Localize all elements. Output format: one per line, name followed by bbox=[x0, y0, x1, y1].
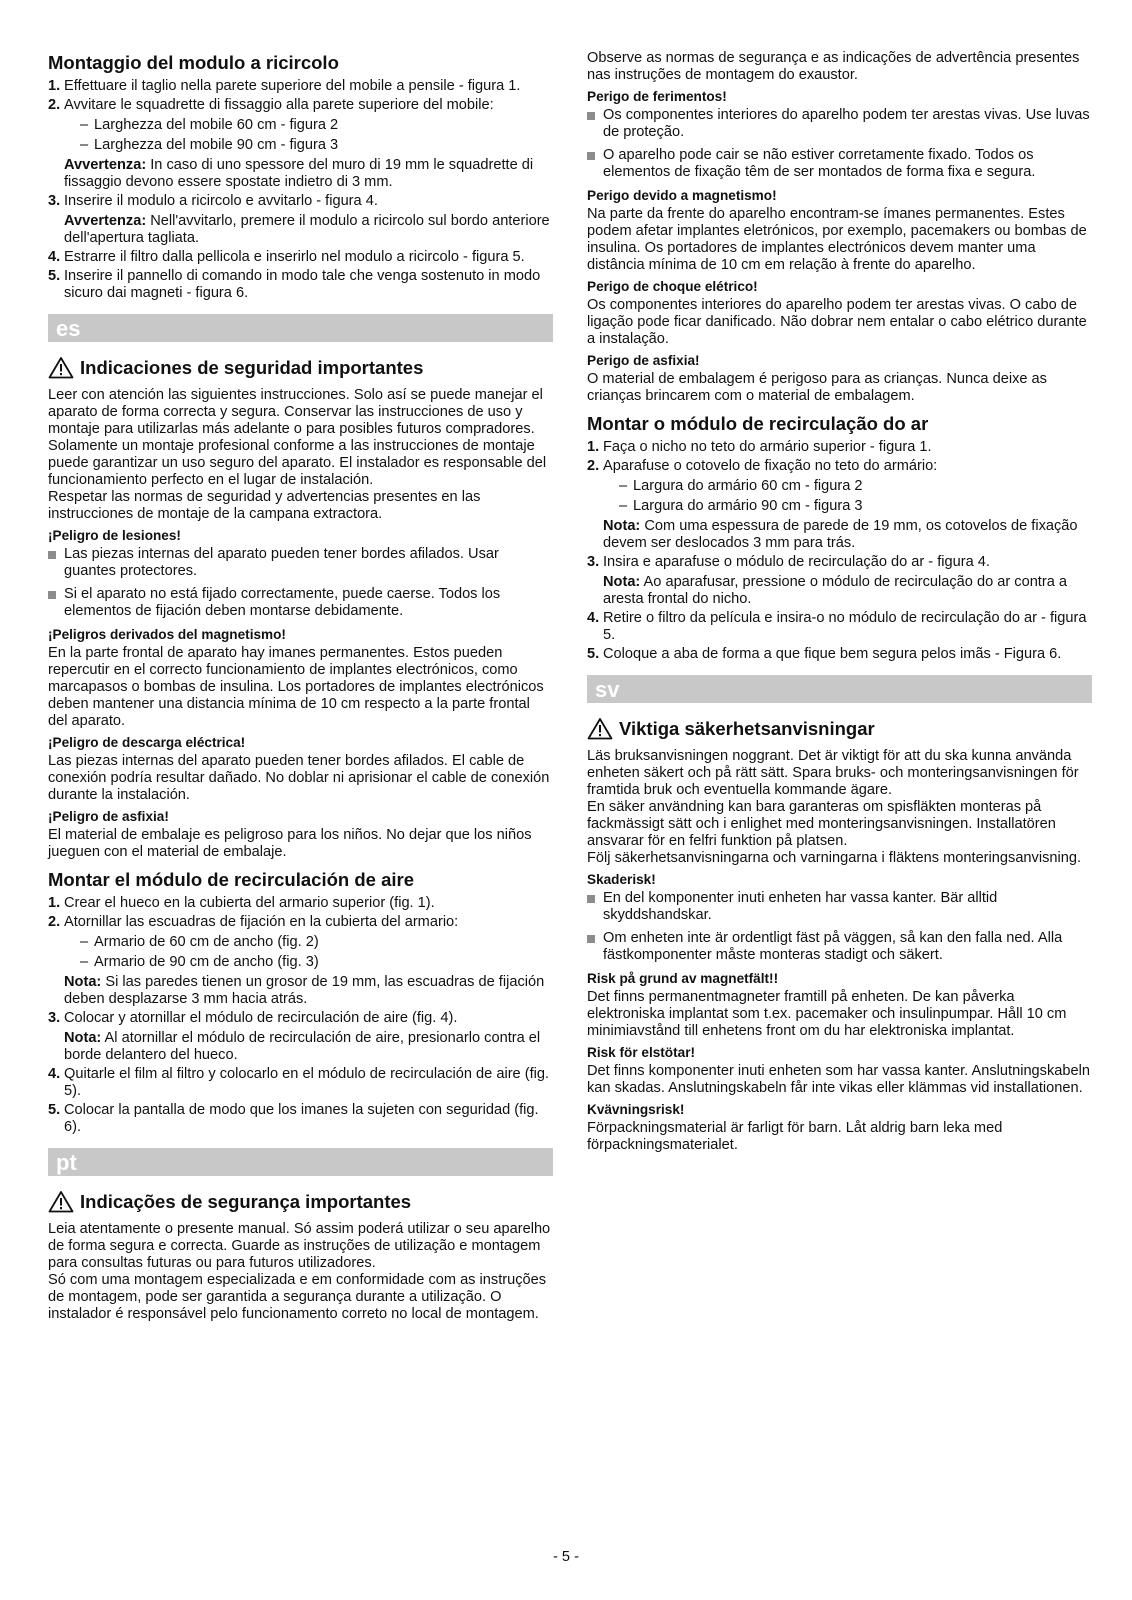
note-label: Nota: bbox=[64, 1030, 102, 1046]
list-item bbox=[48, 1010, 553, 1064]
shock-heading: ¡Peligro de descarga eléctrica! bbox=[48, 735, 246, 750]
paragraph: Os componentes interiores do aparelho podem ter arestas vivas. O cabo de ligação pode ficar danificado. Não dobrar nem entalar o cabo elétrico durante a instalação. bbox=[587, 297, 1087, 347]
injury-list bbox=[587, 890, 1092, 964]
note-text: Ao aparafusar, pressione o módulo de recirculação do ar contra a aresta frontal do nicho. bbox=[603, 574, 1068, 607]
paragraph: O material de embalagem é perigoso para as crianças. Nunca deixe as crianças brincarem com o material de embalagem. bbox=[587, 371, 1047, 404]
step-text: Crear el hueco en la cubierta del armario superior (fig. 1). bbox=[64, 895, 435, 911]
magnet-heading: ¡Peligros derivados del magnetismo! bbox=[48, 627, 286, 642]
note-text: Com uma espessura de parede de 19 mm, os cotovelos de fixação devem ser deslocados 3 mm para trás. bbox=[603, 518, 1078, 551]
suffocation-heading: Kvävningsrisk! bbox=[587, 1102, 685, 1117]
magnet-heading: Risk på grund av magnetfält!! bbox=[587, 971, 779, 986]
right-column bbox=[587, 50, 1092, 1156]
sub-item: – Larghezza del mobile 60 cm - figura 2 bbox=[64, 117, 553, 134]
paragraph: Förpackningsmaterial är farligt för barn. Låt aldrig barn leka med förpackningsmaterialet. bbox=[587, 1120, 1003, 1153]
es-mount-title: Montar el módulo de recirculación de aire bbox=[48, 869, 414, 890]
language-bar-es bbox=[48, 314, 553, 342]
note-label: Avvertenza: bbox=[64, 213, 147, 229]
sub-item: – Largura do armário 90 cm - figura 3 bbox=[603, 498, 1092, 515]
list-item bbox=[587, 458, 1092, 552]
note bbox=[64, 157, 553, 191]
es-mount-steps bbox=[48, 895, 553, 1136]
paragraph: En la parte frontal de aparato hay imanes permanentes. Estos pueden repercutir en el correcto funcionamiento de implantes electrónicos, como marcapasos o bombas de insulina. Los portadores de implantes electrónicos deben mantener una distancia mínima de 10 cm respecto a la parte frontal del aparato. bbox=[48, 645, 544, 729]
list-item: Os componentes interiores do aparelho podem ter arestas vivas. Use luvas de proteção. bbox=[587, 107, 1092, 141]
language-bar-pt bbox=[48, 1148, 553, 1176]
warning-triangle-icon bbox=[48, 1190, 74, 1213]
paragraph: Leer con atención las siguientes instrucciones. Solo así se puede manejar el aparato de forma correcta y segura. Conservar las instrucciones de uso y montaje para utilizarlas más adelante o para posibles futuros compradores. bbox=[48, 387, 543, 437]
note bbox=[64, 213, 553, 247]
language-code: sv bbox=[595, 677, 620, 702]
list-item: Si el aparato no está fijado correctamente, puede caerse. Todos los elementos de fijación deben montarse debidamente. bbox=[48, 586, 553, 620]
section-title: Viktiga säkerhetsanvisningar bbox=[619, 717, 875, 739]
list-item bbox=[587, 610, 1092, 644]
step-number: 3. bbox=[48, 1010, 61, 1026]
step-text: Estrarre il filtro dalla pellicola e inserirlo nel modulo a ricircolo - figura 5. bbox=[64, 249, 525, 265]
suffocation-heading: ¡Peligro de asfixia! bbox=[48, 809, 169, 824]
list-item: Las piezas internas del aparato pueden tener bordes afilados. Usar guantes protectores. bbox=[48, 546, 553, 580]
paragraph: Det finns komponenter inuti enheten som har vassa kanter. Anslutningskabeln kan skadas. Anslutningskabeln får inte vikas eller klämmas vid installationen. bbox=[587, 1063, 1090, 1096]
step-number: 4. bbox=[48, 249, 61, 265]
step-number: 5. bbox=[587, 646, 600, 662]
pt-mount-title: Montar o módulo de recirculação do ar bbox=[587, 413, 929, 434]
list-item bbox=[587, 646, 1092, 663]
paragraph: Observe as normas de segurança e as indicações de advertência presentes nas instruções de montagem do exaustor. bbox=[587, 50, 1080, 83]
step-text: Insira e aparafuse o módulo de recirculação do ar - figura 4. bbox=[603, 554, 990, 570]
paragraph: Só com uma montagem especializada e em conformidade com as instruções de montagem, pode ser garantida a segurança durante a utilização. O instalador é responsável pelo funcionamento correto no local de montagem. bbox=[48, 1272, 547, 1322]
paragraph: El material de embalaje es peligroso para los niños. No dejar que los niños jueguen con el material de embalaje. bbox=[48, 827, 532, 860]
language-bar-sv bbox=[587, 675, 1092, 703]
note-label: Avvertenza: bbox=[64, 157, 147, 173]
list-item bbox=[48, 895, 553, 912]
step-number: 5. bbox=[48, 1102, 61, 1118]
step-number: 2. bbox=[587, 458, 600, 474]
section-title: Indicaciones de seguridad importantes bbox=[80, 356, 424, 378]
list-item: O aparelho pode cair se não estiver corretamente fixado. Todos os elementos de fixação têm de ser montados de forma fixa e segura. bbox=[587, 147, 1092, 181]
list-item bbox=[48, 249, 553, 266]
step-text: Effettuare il taglio nella parete superiore del mobile a pensile - figura 1. bbox=[64, 78, 521, 94]
warning-triangle-icon bbox=[587, 717, 613, 740]
sub-item: – Armario de 90 cm de ancho (fig. 3) bbox=[64, 954, 553, 971]
note bbox=[603, 518, 1092, 552]
es-safety-title bbox=[48, 356, 553, 379]
note-label: Nota: bbox=[603, 574, 641, 590]
step-text: Inserire il modulo a ricircolo e avvitarlo - figura 4. bbox=[64, 193, 378, 209]
injury-list bbox=[587, 107, 1092, 181]
note-label: Nota: bbox=[603, 518, 641, 534]
injury-list bbox=[48, 546, 553, 620]
list-item: En del komponenter inuti enheten har vassa kanter. Bär alltid skyddshandskar. bbox=[587, 890, 1092, 924]
note-text: Si las paredes tienen un grosor de 19 mm, las escuadras de fijación deben desplazarse 3 mm hacia atrás. bbox=[64, 974, 545, 1007]
paragraph: Följ säkerhetsanvisningarna och varningarna i fläktens monteringsanvisning. bbox=[587, 850, 1082, 866]
it-mount-steps bbox=[48, 78, 553, 302]
step-number: 1. bbox=[587, 439, 600, 455]
injury-heading: Perigo de ferimentos! bbox=[587, 89, 727, 104]
step-text: Inserire il pannello di comando in modo tale che venga sostenuto in modo sicuro dai magneti - figura 6. bbox=[64, 268, 541, 301]
list-item bbox=[48, 1102, 553, 1136]
list-item bbox=[48, 97, 553, 191]
pt-mount-steps bbox=[587, 439, 1092, 663]
note bbox=[64, 1030, 553, 1064]
step-text: Colocar la pantalla de modo que los imanes la sujeten con seguridad (fig. 6). bbox=[64, 1102, 539, 1135]
sv-safety-title bbox=[587, 717, 1092, 740]
sub-item: – Armario de 60 cm de ancho (fig. 2) bbox=[64, 934, 553, 951]
note bbox=[603, 574, 1092, 608]
step-text: Avvitare le squadrette di fissaggio alla parete superiore del mobile: bbox=[64, 97, 494, 113]
step-text: Faça o nicho no teto do armário superior - figura 1. bbox=[603, 439, 932, 455]
sub-item: – Larghezza del mobile 90 cm - figura 3 bbox=[64, 137, 553, 154]
list-item bbox=[48, 914, 553, 1008]
sub-list bbox=[603, 478, 1092, 515]
list-item bbox=[587, 554, 1092, 608]
step-text: Atornillar las escuadras de fijación en la cubierta del armario: bbox=[64, 914, 459, 930]
paragraph: En säker användning kan bara garanteras om spisfläkten monteras på fackmässigt sätt och i enlighet med monteringsanvisningen. Installatören ansvarar för en felfri funktion på platsen. bbox=[587, 799, 1056, 849]
left-column bbox=[48, 50, 553, 1323]
injury-heading: ¡Peligro de lesiones! bbox=[48, 528, 181, 543]
step-number: 2. bbox=[48, 914, 61, 930]
paragraph: Läs bruksanvisningen noggrant. Det är viktigt för att du ska kunna använda enheten säkert och på rätt sätt. Spara bruks- och monteringsanvisningen för framtida bruk och eventuella kommande ägare. bbox=[587, 748, 1079, 798]
list-item: Om enheten inte är ordentligt fäst på väggen, så kan den falla ned. Alla fästkomponenter måste monteras stadigt och säkert. bbox=[587, 930, 1092, 964]
note-text: Nell'avvitarlo, premere il modulo a ricircolo sul bordo anteriore dell'apertura tagliata. bbox=[64, 213, 550, 246]
paragraph: Na parte da frente do aparelho encontram-se ímanes permanentes. Estes podem afetar implantes eletrónicos, por exemplo, pacemakers ou bombas de insulina. Os portadores de implantes electrónicos devem manter uma distância mínima de 10 cm em relação à frente do aparelho. bbox=[587, 206, 1087, 273]
language-code: pt bbox=[56, 1150, 77, 1175]
step-number: 2. bbox=[48, 97, 61, 113]
page-number: - 5 - bbox=[553, 1549, 579, 1565]
paragraph: Solamente un montaje profesional conforme a las instrucciones de montaje puede garantizar un uso seguro del aparato. El instalador es responsable del funcionamiento perfecto en el lugar de instalación. bbox=[48, 438, 547, 488]
step-number: 3. bbox=[48, 193, 61, 209]
step-number: 4. bbox=[587, 610, 600, 626]
warning-triangle-icon bbox=[48, 356, 74, 379]
paragraph: Det finns permanentmagneter framtill på enheten. De kan påverka elektroniska implantat som t.ex. pacemaker och insulinpumpar. Håll 10 cm minimiavstånd till enhetens front om du har elektroniska implantat. bbox=[587, 989, 1067, 1039]
list-item bbox=[48, 268, 553, 302]
note-label: Nota: bbox=[64, 974, 102, 990]
injury-heading: Skaderisk! bbox=[587, 872, 656, 887]
list-item bbox=[48, 78, 553, 95]
step-text: Quitarle el film al filtro y colocarlo en el módulo de recirculación de aire (fig. 5). bbox=[64, 1066, 550, 1099]
suffocation-heading: Perigo de asfixia! bbox=[587, 353, 700, 368]
step-number: 5. bbox=[48, 268, 61, 284]
magnet-heading: Perigo devido a magnetismo! bbox=[587, 188, 777, 203]
note-text: Al atornillar el módulo de recirculación de aire, presionarlo contra el borde delantero del hueco. bbox=[64, 1030, 541, 1063]
step-text: Retire o filtro da película e insira-o no módulo de recirculação do ar - figura 5. bbox=[603, 610, 1087, 643]
list-item bbox=[48, 1066, 553, 1100]
sub-item: – Largura do armário 60 cm - figura 2 bbox=[603, 478, 1092, 495]
paragraph: Respetar las normas de seguridad y advertencias presentes en las instrucciones de montaje de la campana extractora. bbox=[48, 489, 481, 522]
step-number: 4. bbox=[48, 1066, 61, 1082]
step-text: Colocar y atornillar el módulo de recirculación de aire (fig. 4). bbox=[64, 1010, 458, 1026]
step-number: 1. bbox=[48, 78, 61, 94]
pt-safety-title bbox=[48, 1190, 553, 1213]
list-item bbox=[587, 439, 1092, 456]
shock-heading: Risk för elstötar! bbox=[587, 1045, 696, 1060]
step-number: 3. bbox=[587, 554, 600, 570]
language-code: es bbox=[56, 316, 81, 341]
sub-list bbox=[64, 117, 553, 154]
list-item bbox=[48, 193, 553, 247]
step-text: Coloque a aba de forma a que fique bem segura pelos imãs - Figura 6. bbox=[603, 646, 1062, 662]
paragraph: Leia atentamente o presente manual. Só assim poderá utilizar o seu aparelho de forma segura e correcta. Guarde as instruções de utilização e montagem para consultas futuras ou para futuros utilizadores. bbox=[48, 1221, 551, 1271]
sub-list bbox=[64, 934, 553, 971]
it-mount-title: Montaggio del modulo a ricircolo bbox=[48, 52, 339, 73]
note-text: In caso di uno spessore del muro di 19 mm le squadrette di fissaggio devono essere spostate indietro di 3 mm. bbox=[64, 157, 534, 190]
paragraph: Las piezas internas del aparato pueden tener bordes afilados. El cable de conexión podría resultar dañado. No doblar ni aprisionar el cable de conexión durante la instalación. bbox=[48, 753, 550, 803]
step-number: 1. bbox=[48, 895, 61, 911]
step-text: Aparafuse o cotovelo de fixação no teto do armário: bbox=[603, 458, 938, 474]
note bbox=[64, 974, 553, 1008]
section-title: Indicações de segurança importantes bbox=[80, 1190, 412, 1212]
shock-heading: Perigo de choque elétrico! bbox=[587, 279, 758, 294]
